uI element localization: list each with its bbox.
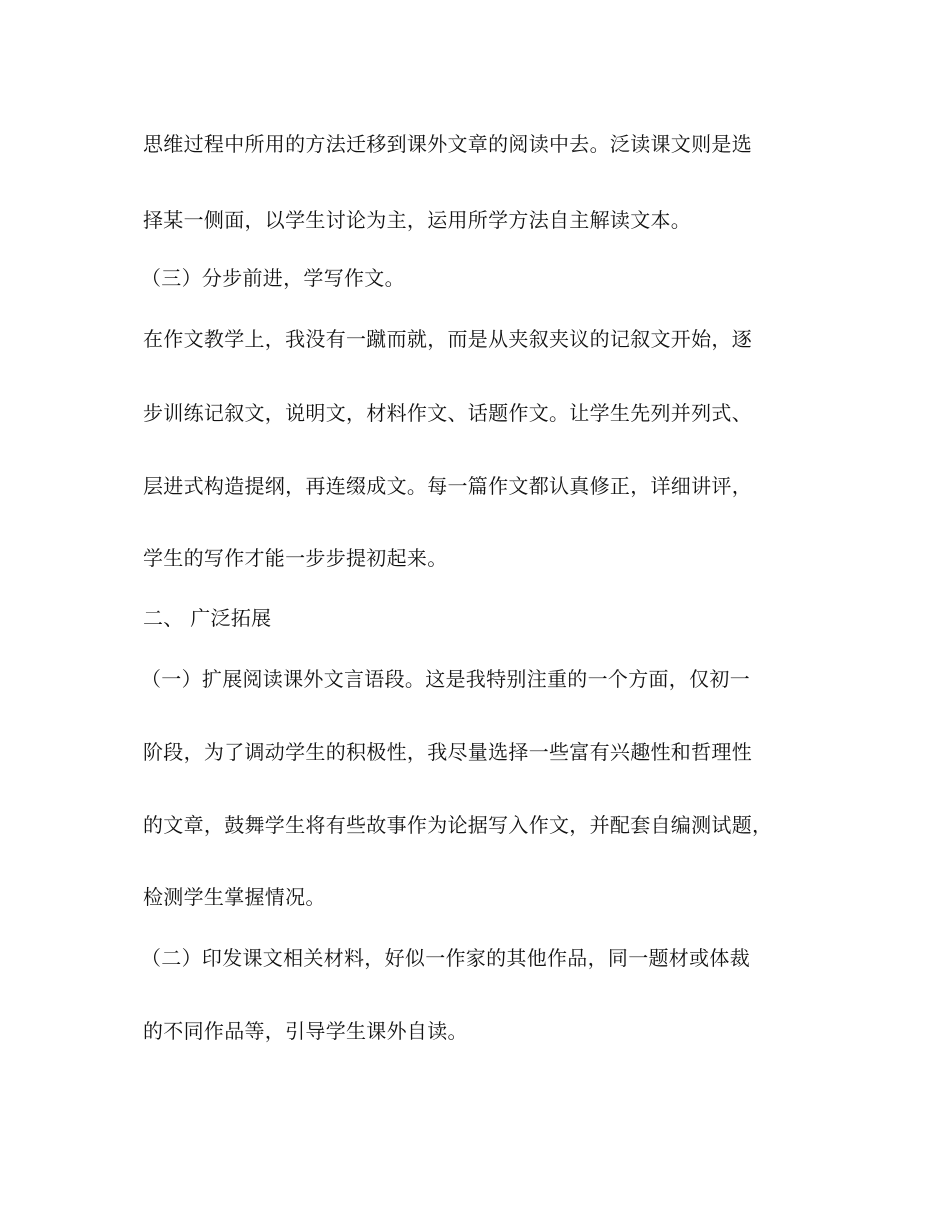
- text-line: 思维过程中所用的方法迁移到课外文章的阅读中去。泛读课文则是选: [143, 132, 752, 156]
- text-line: 层进式构造提纲，再连缀成文。每一篇作文都认真修正，详细讲评，: [143, 474, 752, 498]
- text-line: 的不同作品等，引导学生课外自读。: [143, 1019, 468, 1043]
- section-heading: 二、 广泛拓展: [143, 606, 272, 630]
- text-line: （一）扩展阅读课外文言语段。这是我特别注重的一个方面，仅初一: [141, 667, 750, 691]
- text-line: 的文章，鼓舞学生将有些故事作为论据写入作文，并配套自编测试题，: [143, 813, 773, 837]
- text-line: 阶段，为了调动学生的积极性，我尽量选择一些富有兴趣性和哲理性: [143, 740, 752, 764]
- text-line: 步训练记叙文，说明文，材料作文、话题作文。让学生先列并列式、: [143, 401, 752, 425]
- text-line: 在作文教学上，我没有一蹴而就，而是从夹叙夹议的记叙文开始，逐: [143, 327, 752, 351]
- text-line: 择某一侧面，以学生讨论为主，运用所学方法自主解读文本。: [143, 208, 692, 232]
- text-line: 学生的写作才能一步步提初起来。: [143, 546, 448, 570]
- text-line: 检测学生掌握情况。: [143, 885, 326, 909]
- text-line: （二）印发课文相关材料，好似一作家的其他作品，同一题材或体裁: [141, 946, 750, 970]
- section-heading: （三）分步前进，学写作文。: [141, 266, 405, 290]
